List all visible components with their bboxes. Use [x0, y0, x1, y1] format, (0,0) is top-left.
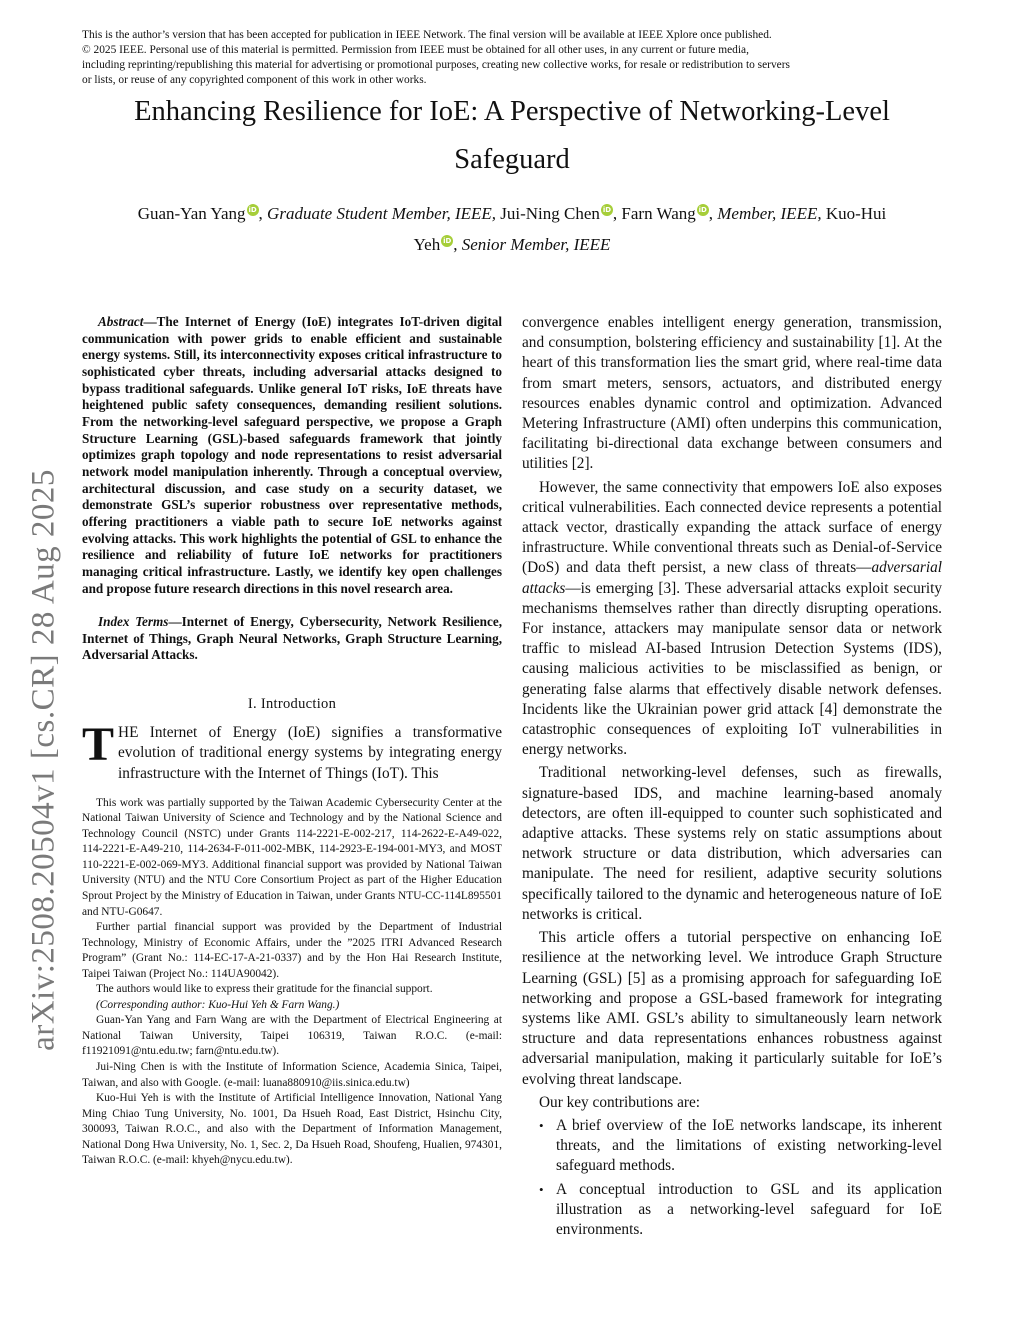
intro-lead-text: HE Internet of Energy (IoE) signifies a transformative evolution of traditional energy systems by integrating energy infrastructure with the Internet of Things (IoT). This: [118, 724, 502, 782]
author-name: Jui-Ning Chen: [500, 204, 600, 223]
title-line-2: Safeguard: [454, 144, 570, 175]
index-terms-label: Index Terms: [98, 614, 169, 630]
footnote-affiliation-3: Kuo-Hui Yeh is with the Institute of Artificial Intelligence Innovation, National Yang Ming Chiao Tung University, No. 1001, Da Hsueh Road, East District, Hsinchu City, 300093, Taiwan R.O.C., and also with the Department of Information Management, National Dong Hwa University, No. 1, Sec. 2, Da Hsueh Road, Shoufeng, Hualien, 974301, Taiwan R.O.C. (e-mail: khyeh@nycu.edu.tw).: [82, 1092, 502, 1167]
abstract: [82, 314, 502, 597]
author-name: Farn Wang: [621, 204, 696, 223]
index-terms-text: —Internet of Energy, Cybersecurity, Network Resilience, Internet of Things, Graph Neural Networks, Graph Structure Learning, Adversarial Attacks.: [82, 614, 503, 663]
footnote-funding: This work was partially supported by the Taiwan Academic Cybersecurity Center at the National Taiwan University of Science and Technology and by the National Science and Technology Council (NSTC) under Grants 114-2221-E-002-217, 114-2622-E-A49-022, 114-2221-E-A49-210, 114-2634-F-011-002-MBK, 114-2923-E-194-001-MY3, and MOST 110-2221-E-002-069-MY3. Additional financial support was provided by National Taiwan University (NTU) and the NTU Core Consortium Project as part of the Higher Education Sprout Project by the Ministry of Education in Taiwan, under Grants NTU-CC-114L895501 and NTU-G0647.: [82, 796, 502, 918]
abstract-label: Abstract: [98, 314, 144, 329]
author-line-2: Yeh iD , Senior Member, IEEE: [413, 235, 611, 254]
author-name: Guan-Yan Yang: [137, 204, 246, 223]
paragraph-text: —is emerging [3]. These adversarial attacks exploit security mechanisms themselves rather than directly disrupting operations. For instance, attackers may manipulate sensor data or network traffic to mislead AI-based Intrusion Detection Systems (IDS), causing malicious activities to be misclassified as benign, or generating false alarms that effectively disable network defenses. Incidents like the Ukrainian power grid attack [4] demonstrate the catastrophic consequences of exploiting IoT vulnerabilities in energy networks.: [522, 579, 942, 759]
paragraph-text: However, the same connectivity that empowers IoE also exposes critical vulnerabilities. Each connected device represents a potential attack vector, drastically expanding the attack surface of energy infrastructure. While conventional threats such as Denial-of-Service (DoS) and data theft persist, a new class of threats—: [522, 478, 942, 577]
section-heading-introduction: I. Introduction: [247, 696, 337, 713]
left-column: [82, 314, 502, 1169]
orcid-icon[interactable]: iD: [248, 206, 257, 214]
index-terms: [82, 614, 502, 664]
notice-line: including reprinting/republishing this material for advertising or promotional purposes, creating new collective works, for resale or redistribution to servers: [82, 59, 790, 71]
footnote-affiliation-1: Guan-Yan Yang and Farn Wang are with the Department of Electrical Engineering at National Taiwan University, Taipei 106319, Taiwan R.O.C. (e-mail: f11921091@ntu.edu.tw; farn@ntu.edu.tw).: [82, 1014, 502, 1058]
abstract-text: —The Internet of Energy (IoE) integrates IoT-driven digital communication with power grids to enable efficient and sustainable energy systems. Still, its interconnectivity exposes critical infrastructure to sophisticated cyber threats, including adversarial attacks designed to bypass traditional safeguards. Unlike general IoT risks, IoE threats have heightened public safety consequences, demanding resilient solutions. From the networking-level safeguard perspective, we propose a Graph Structure Learning (GSL)-based safeguards framework that jointly optimizes graph topology and node representations to resist adversarial network model manipulation inherently. Through a conceptual overview, architectural discussion, and case study on a security dataset, we demonstrate GSL’s superior robustness over representative methods, offering practitioners a viable path to secure IoE networks against evolving attacks. This work highlights the potential of GSL to enhance the resilience and reliability of future IoE networks for practitioners managing critical infrastructure. Lastly, we identify key open challenges and propose future research directions in this novel research area.: [82, 314, 502, 596]
author-role: Senior Member, IEEE: [461, 235, 611, 254]
list-item: [522, 1180, 942, 1241]
copyright-notice: [82, 28, 942, 88]
contribution-list: [522, 1116, 942, 1240]
notice-line: This is the author’s version that has been accepted for publication in IEEE Network. The final version will be available at IEEE Xplore once published.: [82, 29, 772, 41]
author-name: Yeh: [413, 235, 441, 254]
body-paragraph: [522, 478, 942, 761]
orcid-icon[interactable]: iD: [602, 206, 612, 214]
footnote-funding-2: Further partial financial support was provided by the Department of Industrial Technology, Ministry of Economic Affairs, under the ”2025 ITRI Advanced Research Program” (Grant No.: 114-EC-17-A-21-0337) and by the Hon Hai Research Institute, Taipei Taiwan (Project No.: 114UA90042).: [82, 921, 502, 980]
author-name: Kuo-Hui: [825, 204, 887, 223]
notice-line: © 2025 IEEE. Personal use of this material is permitted. Permission from IEEE must be obtained for all other uses, in any current or future media,: [82, 44, 749, 56]
bullet-icon: •: [539, 1181, 544, 1197]
paper-title: [60, 88, 964, 184]
author-role: Member, IEEE,: [717, 204, 822, 223]
body-paragraph: Our key contributions are:: [539, 1093, 700, 1111]
emphasis: adversarial attacks: [522, 559, 942, 597]
right-column: [522, 313, 942, 1240]
bullet-icon: •: [539, 1117, 544, 1133]
footnote-gratitude: The authors would like to express their gratitude for the financial support.: [96, 983, 433, 996]
drop-cap: T: [82, 718, 115, 772]
arxiv-stamp: arXiv:2508.20504v1 [cs.CR] 28 Aug 2025: [25, 469, 62, 1051]
list-item: [522, 1116, 942, 1177]
author-role: Graduate Student Member, IEEE,: [267, 204, 497, 223]
title-line-1: Enhancing Resilience for IoE: A Perspective of Networking-Level: [134, 96, 890, 127]
intro-paragraph: [82, 718, 502, 784]
notice-line: or lists, or reuse of any copyrighted component of this work in other works.: [82, 74, 427, 86]
footnote-corresponding: [82, 998, 502, 1014]
corresponding-author: (Corresponding author: Kuo-Hui Yeh & Farn Wang.): [96, 998, 340, 1011]
footnote-affiliation-2: Jui-Ning Chen is with the Institute of Information Science, Academia Sinica, Taipei, Taiwan, and also with Google. (e-mail: luana880910@iis.sinica.edu.tw): [82, 1061, 502, 1089]
footnotes: [82, 796, 502, 1169]
orcid-icon[interactable]: iD: [698, 206, 707, 214]
orcid-icon[interactable]: iD: [443, 237, 452, 245]
author-list: [60, 198, 964, 260]
body-paragraph: Traditional networking-level defenses, such as firewalls, signature-based IDS, and machine learning-based anomaly detectors, are often ill-equipped to counter such sophisticated and adaptive attacks. These systems rely on static assumptions about network structure or data distribution, which adversaries can manipulate. The need for resilient, adaptive security solutions specifically tailored to the dynamic and heterogeneous nature of IoE networks is critical.: [522, 764, 942, 923]
author-line-1: Guan-Yan Yang iD , Graduate Student Member, IEEE, Jui-Ning Chen iD , Farn Wang iD , Member, IEEE, Kuo-Hui: [137, 204, 887, 223]
body-paragraph: This article offers a tutorial perspective on enhancing IoE resilience at the networking level. We introduce Graph Structure Learning (GSL) [5] as a promising approach for safeguarding IoE networking and propose a GSL-based framework for integrating systems like AMI. GSL’s ability to simultaneously learn network structure and data representations enhances robustness against adversarial manipulation, making it particularly suitable for IoE’s evolving threat landscape.: [522, 929, 942, 1088]
list-item-text: A brief overview of the IoE networks landscape, its inherent threats, and the limitations of existing networking-level safeguard methods.: [556, 1116, 942, 1175]
list-item-text: A conceptual introduction to GSL and its application illustration as a networking-level safeguard for IoE environments.: [556, 1180, 942, 1238]
body-paragraph: convergence enables intelligent energy generation, transmission, and consumption, bolstering efficiency and sustainability [1]. At the heart of this transformation lies the smart grid, where real-time data from smart meters, sensors, actuators, and distributed energy resources enables dynamic control and optimization. Advanced Metering Infrastructure (AMI) often underpins this communication, facilitating bi-directional data exchange between consumers and utilities [2].: [522, 314, 942, 473]
